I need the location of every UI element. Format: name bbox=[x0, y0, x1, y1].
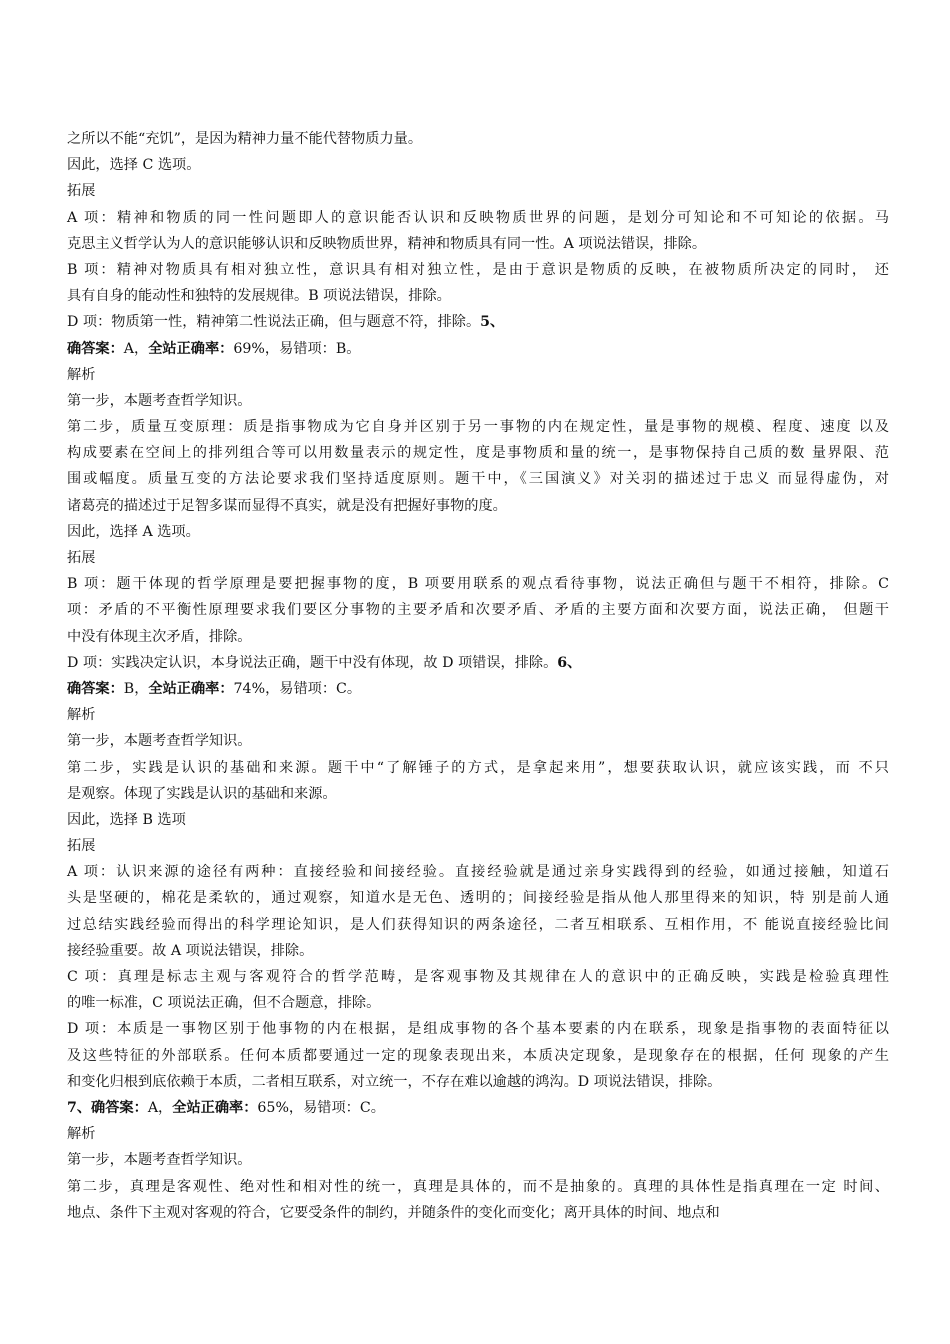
text-line: 头是坚硬的，棉花是柔软的，通过观察，知道水是无色、透明的；间接经验是指从他人那里得来的知识，特 别是前人通 bbox=[67, 890, 889, 907]
text-line: 诸葛亮的描述过于足智多谋而显得不真实，就是没有把握好事物的度。 bbox=[67, 497, 507, 514]
section-heading: 拓展 bbox=[67, 550, 96, 566]
accuracy-label: 全站正确率： bbox=[148, 680, 234, 697]
text-line: 是观察。体现了实践是认识的基础和来源。 bbox=[67, 785, 337, 802]
document-body bbox=[67, 126, 889, 1226]
text-segment: D 项：物质第一性，精神第二性说法正确，但与题意不符，排除。 bbox=[67, 314, 481, 331]
text-line: A 项：精神和物质的同一性问题即人的意识能否认识和反映物质世界的问题，是划分可知论和不可知论的依据。马 bbox=[67, 209, 889, 226]
section-heading: 拓展 bbox=[67, 183, 96, 200]
text-line: 的唯一标准，C 项说法正确，但不合题意，排除。 bbox=[67, 995, 381, 1012]
text-line: 过总结实践经验而得出的科学理论知识，是人们获得知识的两条途径，二者互相联系、互相作用，不 能说直接经验比间 bbox=[67, 916, 889, 933]
text-line: 项：矛盾的不平衡性原理要求我们要区分事物的主要矛盾和次要矛盾、矛盾的主要方面和次要方面，说法正确， 但题干 bbox=[67, 602, 889, 619]
accuracy-label: 全站正确率： bbox=[148, 340, 234, 357]
text-line: 因此，选择 C 选项。 bbox=[67, 157, 201, 174]
answer-line bbox=[67, 676, 889, 702]
text-line: 第一步，本题考查哲学知识。 bbox=[67, 733, 252, 750]
text-line: C 项：真理是标志主观与客观符合的哲学范畴，是客观事物及其规律在人的意识中的正确反映，实践是检验真理性 bbox=[67, 969, 889, 985]
text-line: 第二步，实践是认识的基础和来源。题干中“了解锤子的方式，是拿起来用”，想要获取认识，就应该实践，而 不只 bbox=[67, 759, 889, 776]
text-line: 中没有体现主次矛盾，排除。 bbox=[67, 628, 252, 645]
text-line: 因此，选择 B 选项 bbox=[67, 811, 186, 828]
text-line: 第一步，本题考查哲学知识。 bbox=[67, 1152, 252, 1169]
text-line: A 项：认识来源的途径有两种：直接经验和间接经验。直接经验就是通过亲身实践得到的经验，如通过接触，知道石 bbox=[67, 864, 889, 881]
accuracy-value: 69%，易错项：B。 bbox=[233, 340, 361, 357]
answer-line bbox=[67, 1095, 889, 1121]
text-line bbox=[67, 309, 889, 335]
text-line: 围或幅度。质量互变的方法论要求我们坚持适度原则。题干中，《三国演义》对关羽的描述过于忠义 而显得虚伪，对 bbox=[67, 471, 889, 488]
accuracy-label: 全站正确率： bbox=[172, 1099, 258, 1116]
section-heading: 解析 bbox=[67, 707, 96, 724]
question-number: 5、 bbox=[480, 314, 505, 331]
text-line: D 项：本质是一事物区别于他事物的内在根据，是组成事物的各个基本要素的内在联系，现象是指事物的表面特征以 bbox=[67, 1021, 889, 1038]
answer-value: A， bbox=[147, 1099, 173, 1116]
answer-value: A， bbox=[123, 340, 149, 357]
text-line: 因此，选择 A 选项。 bbox=[67, 523, 200, 540]
question-number: 6、 bbox=[557, 654, 582, 671]
text-line: 第二步，质量互变原理：质是指事物成为它自身并区别于另一事物的内在规定性，量是事物的规模、程度、速度 以及 bbox=[67, 419, 889, 436]
text-line: 第二步，真理是客观性、绝对性和相对性的统一，真理是具体的，而不是抽象的。真理的具体性是指真理在一定 时间、 bbox=[67, 1178, 889, 1195]
accuracy-value: 74%，易错项：C。 bbox=[233, 680, 362, 697]
text-line: 克思主义哲学认为人的意识能够认识和反映物质世界，精神和物质具有同一性。A 项说法错误，排除。 bbox=[67, 235, 707, 252]
accuracy-value: 65%，易错项：C。 bbox=[257, 1099, 385, 1116]
text-line: 及这些特征的外部联系。任何本质都要通过一定的现象表现出来，本质决定现象，是现象存在的根据，任何 现象的产生 bbox=[67, 1047, 889, 1064]
text-line: 构成要素在空间上的排列组合等可以用数量表示的规定性，度是事物质和量的统一，是事物保持自己质的数 量界限、范 bbox=[67, 445, 889, 462]
text-segment: D 项：实践决定认识，本身说法正确，题干中没有体现，故 D 项错误，排除。 bbox=[67, 654, 558, 671]
text-line: 和变化归根到底依赖于本质，二者相互联系，对立统一，不存在难以逾越的鸿沟。D 项说法错误，排除。 bbox=[67, 1073, 722, 1090]
answer-label: 7、确答案： bbox=[67, 1099, 148, 1116]
answer-line bbox=[67, 336, 889, 362]
text-line: 地点、条件下主观对客观的符合，它要受条件的制约，并随条件的变化而变化；离开具体的时间、地点和 bbox=[67, 1204, 720, 1221]
text-line: 接经验重要。故 A 项说法错误，排除。 bbox=[67, 942, 314, 959]
text-line: 之所以不能“充饥”，是因为精神力量不能代替物质力量。 bbox=[67, 131, 423, 147]
text-line: 具有自身的能动性和独特的发展规律。B 项说法错误，排除。 bbox=[67, 288, 451, 305]
section-heading: 解析 bbox=[67, 1126, 96, 1143]
answer-value: B， bbox=[123, 680, 149, 697]
answer-label: 确答案： bbox=[67, 340, 124, 357]
text-line: B 项：题干体现的哲学原理是要把握事物的度，B 项要用联系的观点看待事物，说法正确但与题干不相符，排除。C bbox=[67, 576, 889, 593]
text-line: 第一步，本题考查哲学知识。 bbox=[67, 392, 252, 409]
section-heading: 解析 bbox=[67, 366, 96, 383]
text-line: B 项：精神对物质具有相对独立性，意识具有相对独立性，是由于意识是物质的反映，在被物质所决定的同时， 还 bbox=[67, 261, 889, 278]
answer-label: 确答案： bbox=[67, 680, 124, 697]
text-line bbox=[67, 650, 889, 676]
section-heading: 拓展 bbox=[67, 838, 96, 855]
